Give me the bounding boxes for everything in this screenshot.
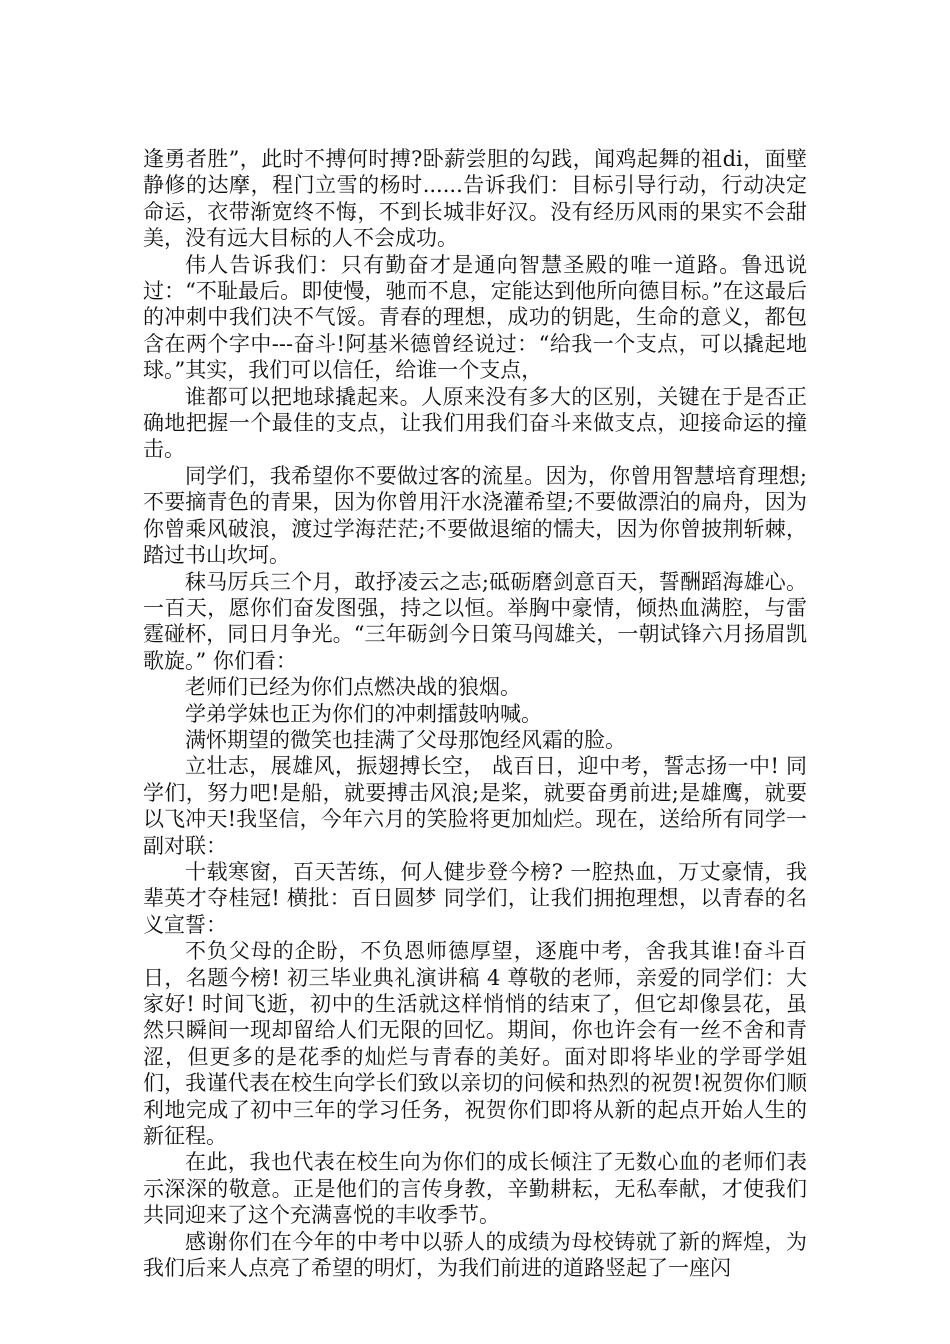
paragraph-3: 谁都可以把地球撬起来。人原来没有多大的区别，关键在于是否正确地把握一个最佳的支点，让我们用我们奋斗来做支点，迎接命运的撞击。 — [143, 384, 807, 462]
paragraph-5: 秣马厉兵三个月，敢抒凌云之志;砥砺磨剑意百天，誓酬蹈海雄心。一百天，愿你们奋发图强，持之以恒。举胸中豪情，倾热血满腔，与雷霆碰杯，同日月争光。“三年砺剑今日策马闯雄关，一朝试锋六月扬眉凯歌旋。” 你们看： — [143, 569, 807, 673]
paragraph-1: 逢勇者胜”，此时不搏何时搏?卧薪尝胆的勾践，闻鸡起舞的祖di，面壁静修的达摩，程门立雪的杨时......告诉我们：目标引导行动，行动决定命运，衣带渐宽终不悔，不到长城非好汉。没有经历风雨的果实不会甜美，没有远大目标的人不会成功。 — [143, 147, 807, 251]
paragraph-9: 立壮志，展雄风，振翅搏长空， 战百日，迎中考，誓志扬一中! 同学们，努力吧!是船，就要搏击风浪;是桨，就要奋勇前进;是雄鹰，就要以飞冲天!我坚信，今年六月的笑脸将更加灿烂。现在，送给所有同学一副对联： — [143, 754, 807, 858]
paragraph-8: 满怀期望的微笑也挂满了父母那饱经风霜的脸。 — [185, 727, 626, 752]
paragraph-11: 不负父母的企盼，不负恩师德厚望，逐鹿中考，舍我其谁!奋斗百日，名题今榜! 初三毕业典礼演讲稿 4 尊敬的老师，亲爱的同学们：大家好! 时间飞逝，初中的生活就这样悄悄的结束了，但它却像昙花，虽然只瞬间一现却留给人们无限的回忆。期间，你也许会有一丝不舍和青涩，但更多的是花季的灿烂与青春的美好。面对即将毕业的学哥学姐们，我谨代表在校生向学长们致以亲切的问候和热烈的祝贺!祝贺你们顺利地完成了初中三年的学习任务，祝贺你们即将从新的起点开始人生的新征程。 — [143, 939, 807, 1149]
paragraph-12: 在此，我也代表在校生向为你们的成长倾注了无数心血的老师们表示深深的敬意。正是他们的言传身教，辛勤耕耘，无私奉献，才使我们共同迎来了这个充满喜悦的丰收季节。 — [143, 1150, 807, 1228]
paragraph-6: 老师们已经为你们点燃决战的狼烟。 — [185, 675, 521, 700]
paragraph-10: 十载寒窗，百天苦练，何人健步登今榜? 一腔热血，万丈豪情，我辈英才夺桂冠! 横批：百日圆梦 同学们，让我们拥抱理想，以青春的名义宣誓： — [143, 859, 807, 937]
paragraph-2: 伟人告诉我们：只有勤奋才是通向智慧圣殿的唯一道路。鲁迅说过：“不耻最后。即使慢，驰而不息，定能达到他所向德目标。”在这最后的冲刺中我们决不气馁。青春的理想，成功的钥匙，生命的意义，都包含在两个字中---奋斗!阿基米德曾经说过：“给我一个支点，可以撬起地球。”其实，我们可以信任，给谁一个支点， — [143, 252, 807, 383]
paragraph-13: 感谢你们在今年的中考中以骄人的成绩为母校铸就了新的辉煌，为我们后来人点亮了希望的明灯，为我们前进的道路竖起了一座闪 — [143, 1229, 807, 1281]
document-body — [143, 146, 807, 1281]
paragraph-7: 学弟学妹也正为你们的冲刺擂鼓呐喊。 — [185, 701, 542, 726]
paragraph-4: 同学们，我希望你不要做过客的流星。因为，你曾用智慧培育理想;不要摘青色的青果，因为你曾用汗水浇灌希望;不要做漂泊的扁舟，因为你曾乘风破浪，渡过学海茫茫;不要做退缩的懦夫，因为你曾披荆斩棘，踏过书山坎坷。 — [143, 463, 807, 568]
